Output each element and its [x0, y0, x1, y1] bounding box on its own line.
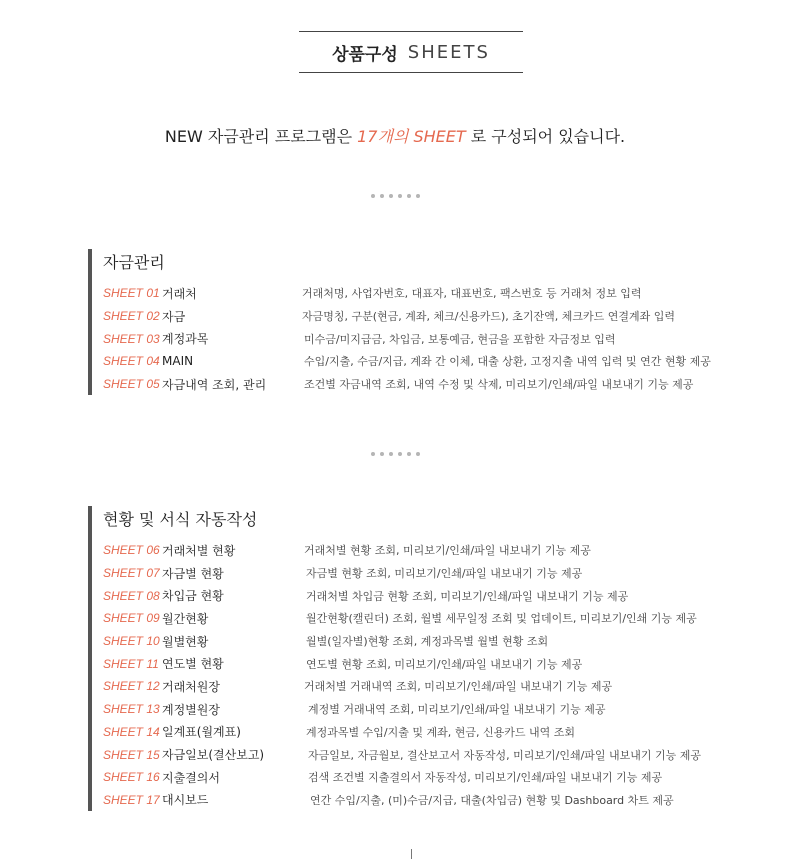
sheet-row — [103, 373, 694, 396]
divider-dot — [407, 452, 411, 456]
intro-before: NEW 자금관리 프로그램은 — [164, 127, 358, 146]
sheet-code: SHEET 05 — [103, 377, 160, 392]
divider-dot — [380, 452, 384, 456]
sheet-row — [103, 766, 663, 789]
intro-highlight: 17개의 SHEET — [357, 127, 466, 146]
divider-dot — [371, 452, 375, 456]
section-status-and-forms — [88, 506, 702, 811]
sheet-name: 거래처별 현황 — [162, 543, 236, 558]
sheet-name: 연도별 현황 — [162, 657, 224, 672]
dot-divider — [0, 452, 790, 456]
divider-dot — [407, 194, 411, 198]
sheet-code: SHEET 01 — [103, 286, 160, 301]
sheet-desc: 연간 수입/지출, (미)수금/지급, 대출(차입금) 현황 및 Dashboard 차트 제공 — [310, 793, 674, 807]
section-title: 현황 및 서식 자동작성 — [103, 510, 258, 529]
dot-divider — [0, 194, 790, 198]
sheet-desc: 연도별 현황 조회, 미리보기/인쇄/파일 내보내기 기능 제공 — [306, 657, 583, 671]
sheet-row — [103, 539, 591, 562]
sheet-desc: 수입/지출, 수금/지급, 계좌 간 이체, 대출 상환, 고정지출 내역 입력 및 연간 현황 제공 — [304, 355, 711, 369]
sheet-desc: 거래처명, 사업자번호, 대표자, 대표번호, 팩스번호 등 거래처 정보 입력 — [302, 287, 642, 301]
sheet-row — [103, 698, 606, 721]
sheet-desc: 월별(일자별)현황 조회, 계정과목별 월별 현황 조회 — [306, 635, 549, 649]
sheet-name: 거래처 — [162, 286, 197, 301]
section-fund-management — [88, 249, 711, 395]
bottom-divider — [411, 849, 412, 859]
sheet-code: SHEET 06 — [103, 543, 160, 558]
sheet-code: SHEET 13 — [103, 702, 160, 717]
intro-after: 로 구성되어 있습니다. — [465, 127, 626, 146]
divider-dot — [416, 452, 420, 456]
sheet-row — [103, 675, 613, 698]
sheet-row — [103, 282, 642, 305]
section-title: 자금관리 — [103, 253, 165, 272]
sheet-desc: 자금명칭, 구분(현금, 계좌, 체크/신용카드), 초기잔액, 체크카드 연결계좌 입력 — [302, 310, 676, 324]
sheet-row — [103, 305, 676, 328]
sheet-name: 자금일보(결산보고) — [162, 748, 265, 763]
sheet-desc: 거래처별 차입금 현황 조회, 미리보기/인쇄/파일 내보내기 기능 제공 — [306, 589, 629, 603]
sheet-code: SHEET 04 — [103, 354, 160, 369]
sheet-desc: 조건별 자금내역 조회, 내역 수정 및 삭제, 미리보기/인쇄/파일 내보내기 기능 제공 — [304, 378, 694, 392]
divider-dot — [398, 452, 402, 456]
sheet-code: SHEET 03 — [103, 331, 160, 346]
sheet-name: 계정과목 — [162, 332, 209, 347]
sheet-name: 차입금 현황 — [162, 589, 224, 604]
sheet-name: 자금내역 조회, 관리 — [162, 377, 267, 392]
header-title-kr: 상품구성 — [332, 44, 398, 65]
sheet-row — [103, 607, 697, 630]
sheet-name: 자금별 현황 — [162, 566, 224, 581]
sheet-code: SHEET 02 — [103, 309, 160, 324]
sheet-desc: 월간현황(캘린더) 조회, 월별 세무일정 조회 및 업데이트, 미리보기/인쇄 기능 제공 — [306, 612, 697, 626]
sheet-name: 지출결의서 — [162, 770, 220, 785]
sheet-row — [103, 652, 583, 675]
divider-dot — [371, 194, 375, 198]
sheet-name: 계정별원장 — [162, 702, 220, 717]
sheet-code: SHEET 10 — [103, 634, 160, 649]
sheet-name: 일계표(월계표) — [162, 725, 241, 740]
page-header — [299, 31, 523, 73]
sheet-name: 월별현황 — [162, 634, 209, 649]
sheet-code: SHEET 17 — [103, 792, 160, 807]
sheet-row — [103, 789, 674, 812]
sheet-name: 대시보드 — [162, 793, 209, 808]
sheet-desc: 자금일보, 자금월보, 결산보고서 자동작성, 미리보기/인쇄/파일 내보내기 기능 제공 — [308, 748, 702, 762]
sheet-desc: 미수금/미지급금, 차입금, 보통예금, 현금을 포함한 자금정보 입력 — [304, 332, 616, 346]
sheet-desc: 계정과목별 수입/지출 및 계좌, 현금, 신용카드 내역 조회 — [306, 725, 575, 739]
sheet-row — [103, 584, 629, 607]
sheet-row — [103, 350, 711, 373]
sheet-code: SHEET 07 — [103, 566, 160, 581]
intro-text — [0, 124, 790, 147]
sheet-code: SHEET 09 — [103, 611, 160, 626]
sheet-name: MAIN — [162, 354, 194, 369]
divider-dot — [398, 194, 402, 198]
sheet-row — [103, 562, 583, 585]
sheet-code: SHEET 08 — [103, 588, 160, 603]
sheet-row — [103, 721, 575, 744]
sheet-name: 월간현황 — [162, 611, 209, 626]
sheet-code: SHEET 11 — [103, 656, 159, 671]
sheet-desc: 거래처별 현황 조회, 미리보기/인쇄/파일 내보내기 기능 제공 — [304, 544, 591, 558]
sheet-desc: 계정별 거래내역 조회, 미리보기/인쇄/파일 내보내기 기능 제공 — [308, 703, 606, 717]
divider-dot — [389, 194, 393, 198]
sheet-name: 거래처원장 — [162, 679, 220, 694]
sheet-desc: 자금별 현황 조회, 미리보기/인쇄/파일 내보내기 기능 제공 — [306, 567, 583, 581]
sheet-code: SHEET 15 — [103, 747, 160, 762]
sheet-desc: 거래처별 거래내역 조회, 미리보기/인쇄/파일 내보내기 기능 제공 — [304, 680, 613, 694]
sheet-code: SHEET 12 — [103, 679, 160, 694]
divider-dot — [389, 452, 393, 456]
sheet-code: SHEET 16 — [103, 770, 160, 785]
header-title-en: SHEETS — [407, 41, 490, 63]
sheet-name: 자금 — [162, 309, 186, 324]
sheet-row — [103, 327, 616, 350]
sheet-row — [103, 630, 549, 653]
divider-dot — [416, 194, 420, 198]
sheet-row — [103, 743, 702, 766]
sheet-code: SHEET 14 — [103, 724, 160, 739]
sheet-desc: 검색 조건별 지출결의서 자동작성, 미리보기/인쇄/파일 내보내기 기능 제공 — [308, 771, 663, 785]
divider-dot — [380, 194, 384, 198]
